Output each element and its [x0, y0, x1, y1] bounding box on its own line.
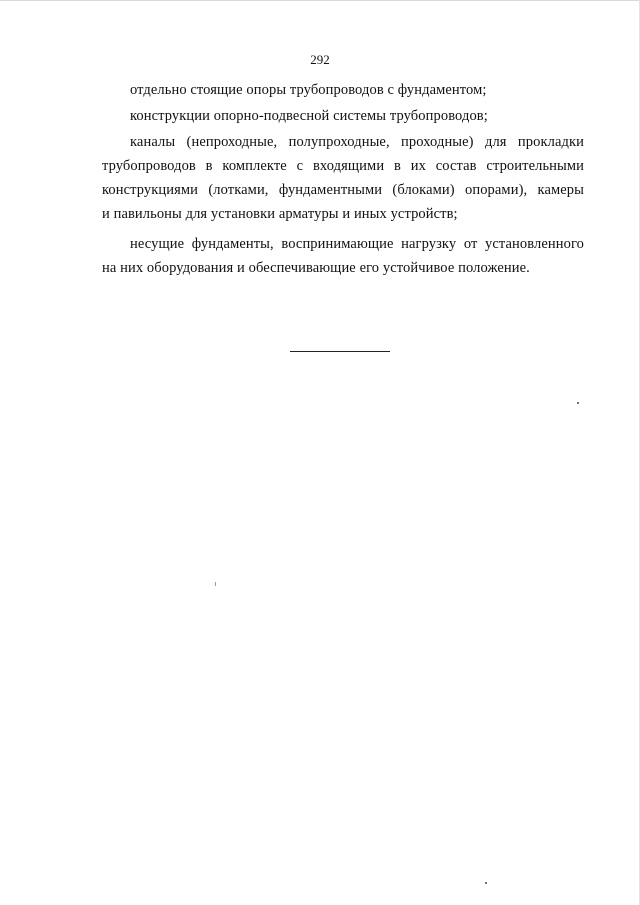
scan-edge-top: [0, 0, 640, 1]
paragraph-3-line-2: трубопроводов в комплекте с входящими в их состав строительными: [102, 158, 584, 174]
paragraph-4-line-2: на них оборудования и обеспечивающие его устойчивое положение.: [102, 260, 530, 276]
paragraph-2: [102, 104, 584, 128]
paragraph-4-line-1: несущие фундаменты, воспринимающие нагрузку от установленного: [130, 236, 584, 252]
paragraph-1: [102, 78, 584, 102]
scan-speck: [577, 402, 579, 404]
scan-speck: [485, 882, 487, 884]
paragraph-2-line-1: конструкции опорно-подвесной системы трубопроводов;: [130, 108, 488, 124]
page-number: 292: [310, 52, 330, 67]
paragraph-1-line-1: отдельно стоящие опоры трубопроводов с фундаментом;: [130, 82, 487, 98]
paragraph-4: [102, 232, 584, 280]
end-separator-line: [290, 351, 390, 352]
paragraph-3-line-4: и павильоны для установки арматуры и иных устройств;: [102, 206, 458, 222]
paragraph-3-line-1: каналы (непроходные, полупроходные, проходные) для прокладки: [130, 134, 584, 150]
paragraph-3: [102, 130, 584, 226]
paragraph-3-line-3: конструкциями (лотками, фундаментными (блоками) опорами), камеры: [102, 182, 584, 198]
scan-speck: [215, 582, 216, 586]
